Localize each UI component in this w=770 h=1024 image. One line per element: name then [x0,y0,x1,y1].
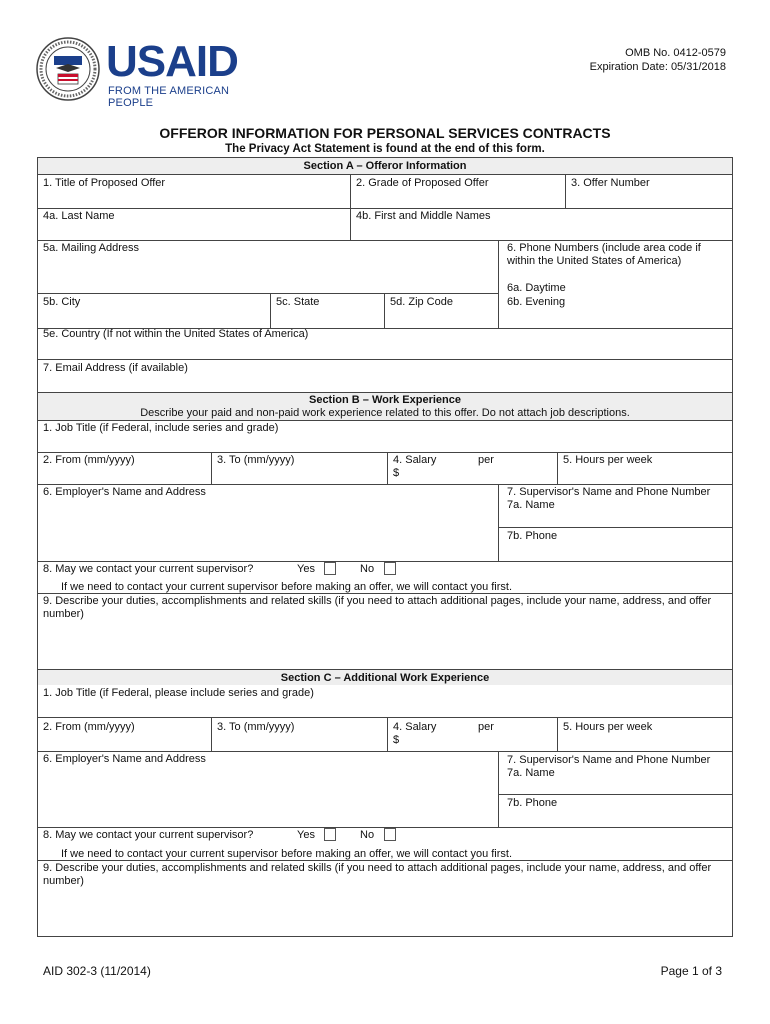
b-field-job-title[interactable]: 1. Job Title (if Federal, include series and grade) [43,422,279,434]
b-field-salary-per: per [478,454,494,466]
c-yes-checkbox[interactable] [324,828,336,841]
b-field-supervisor-label: 7. Supervisor's Name and Phone Number [507,486,711,498]
field-grade-of-proposed-offer[interactable]: 2. Grade of Proposed Offer [356,177,489,189]
c-field-supervisor-phone[interactable]: 7b. Phone [507,797,558,809]
b-field-contact-question: 8. May we contact your current supervisor? [43,563,254,575]
field-country[interactable]: 5e. Country (If not within the United States of America) [43,328,309,340]
c-field-supervisor-name[interactable]: 7a. Name [507,767,555,779]
b-contact-note: If we need to contact your current supervisor before making an offer, we will contact you first. [61,581,513,593]
b-no-label: No [360,563,375,575]
b-field-from-date[interactable]: 2. From (mm/yyyy) [43,454,135,466]
section-b-heading: Section B – Work Experience [308,394,462,406]
omb-number: OMB No. 0412-0579 [625,47,726,59]
field-phone-numbers-label: 6. Phone Numbers (include area code if within the United States of America) [507,242,701,267]
field-city[interactable]: 5b. City [43,296,81,308]
b-field-employer[interactable]: 6. Employer's Name and Address [43,486,206,498]
section-a-heading: Section A – Offeror Information [303,160,467,172]
b-field-duties[interactable]: 9. Describe your duties, accomplishments and related skills (if you need to attach additional pages, include your name, address, and offer number) [43,595,712,620]
b-field-to-date[interactable]: 3. To (mm/yyyy) [217,454,295,466]
c-field-duties[interactable]: 9. Describe your duties, accomplishments and related skills (if you need to attach additional pages, include your name, address, and offer number) [43,862,712,887]
c-field-hours-per-week[interactable]: 5. Hours per week [563,721,653,733]
section-b-instructions: Describe your paid and non-paid work experience related to this offer. Do not attach job descriptions. [140,407,630,419]
b-field-supervisor-name[interactable]: 7a. Name [507,499,555,511]
b-field-supervisor-phone[interactable]: 7b. Phone [507,530,558,542]
field-phone-daytime[interactable]: 6a. Daytime [507,282,566,294]
c-field-job-title[interactable]: 1. Job Title (if Federal, please include series and grade) [43,687,314,699]
field-offer-number[interactable]: 3. Offer Number [571,177,650,189]
c-no-checkbox[interactable] [384,828,396,841]
section-c-heading: Section C – Additional Work Experience [280,672,490,684]
usaid-seal-icon [34,36,102,102]
c-field-salary-dollar: $ [393,734,400,746]
b-no-checkbox[interactable] [384,562,396,575]
field-first-middle-names[interactable]: 4b. First and Middle Names [356,210,491,222]
usaid-wordmark: USAID [106,37,238,86]
b-field-hours-per-week[interactable]: 5. Hours per week [563,454,653,466]
page-number: Page 1 of 3 [660,964,722,978]
field-state[interactable]: 5c. State [276,296,320,308]
c-contact-note: If we need to contact your current supervisor before making an offer, we will contact you first. [61,848,513,860]
usaid-tagline: FROM THE AMERICAN PEOPLE [108,85,230,109]
expiration-date: Expiration Date: 05/31/2018 [589,61,726,73]
c-field-from-date[interactable]: 2. From (mm/yyyy) [43,721,135,733]
field-last-name[interactable]: 4a. Last Name [43,210,115,222]
b-yes-checkbox[interactable] [324,562,336,575]
field-title-of-proposed-offer[interactable]: 1. Title of Proposed Offer [43,177,166,189]
b-field-salary[interactable]: 4. Salary [393,454,437,466]
c-yes-label: Yes [297,829,315,841]
field-email-address[interactable]: 7. Email Address (if available) [43,362,188,374]
c-field-to-date[interactable]: 3. To (mm/yyyy) [217,721,295,733]
privacy-note: The Privacy Act Statement is found at the end of this form. [225,143,545,155]
c-field-supervisor-label: 7. Supervisor's Name and Phone Number [507,754,711,766]
form-id: AID 302-3 (11/2014) [43,964,151,978]
usaid-logo [34,36,264,109]
c-field-salary-per: per [478,721,494,733]
c-field-employer[interactable]: 6. Employer's Name and Address [43,753,206,765]
c-no-label: No [360,829,375,841]
c-field-contact-question: 8. May we contact your current supervisor? [43,829,254,841]
form-title: OFFEROR INFORMATION FOR PERSONAL SERVICES CONTRACTS [159,125,611,141]
b-yes-label: Yes [297,563,315,575]
field-zip-code[interactable]: 5d. Zip Code [390,296,453,308]
field-mailing-address[interactable]: 5a. Mailing Address [43,242,139,254]
b-field-salary-dollar: $ [393,467,400,479]
field-phone-evening[interactable]: 6b. Evening [507,296,566,308]
c-field-salary[interactable]: 4. Salary [393,721,437,733]
